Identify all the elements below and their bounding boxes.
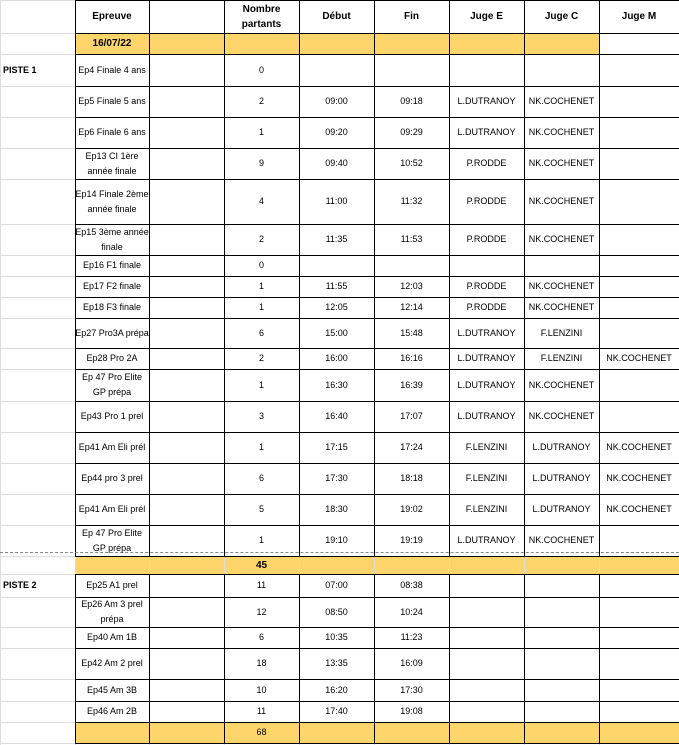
piste1-row-juge-c[interactable]: F.LENZINI (540, 327, 583, 338)
piste1-row-juge-e[interactable]: P.RODDE (466, 302, 507, 312)
piste1-row-juge-c[interactable]: NK.COCHENET (528, 196, 595, 206)
piste2-row-epreuve[interactable]: Ep46 Am 2B (86, 706, 138, 716)
header-epreuve[interactable]: Epreuve (92, 11, 132, 22)
piste2-row-juge-m[interactable] (599, 648, 679, 679)
piste1-row-juge-e[interactable]: L.DUTRANOY (457, 535, 516, 545)
piste2-row-debut[interactable]: 16:20 (325, 684, 348, 695)
piste1-row-juge-e[interactable]: L.DUTRANOY (457, 327, 516, 338)
piste2-row-partants[interactable]: 10 (256, 684, 267, 695)
piste2-row-fin[interactable]: 11:23 (400, 632, 423, 642)
piste1-row-fin[interactable]: 10:52 (400, 158, 423, 168)
piste2-row-juge-m[interactable] (599, 627, 679, 648)
piste1-row-epreuve[interactable]: Ep43 Pro 1 prel (80, 411, 144, 421)
piste1-row-juge-c[interactable]: F.LENZINI (540, 353, 583, 363)
grid-line (149, 0, 150, 556)
piste2-row-epreuve[interactable]: Ep45 Am 3B (86, 684, 138, 695)
piste2-row-juge-c[interactable] (524, 701, 599, 722)
piste1-row-partants[interactable]: 0 (258, 64, 264, 75)
piste1-row-fin[interactable]: 09:18 (400, 96, 423, 106)
date-cell[interactable]: 16/07/22 (92, 38, 132, 49)
piste2-row-juge-e[interactable] (449, 597, 524, 627)
piste1-row-partants[interactable]: 3 (258, 411, 264, 421)
piste2-row-debut[interactable]: 17:40 (325, 706, 348, 716)
piste1-row-debut[interactable]: 09:40 (325, 158, 348, 168)
piste1-row-epreuve[interactable]: Ep41 Am Eli prél (78, 504, 146, 514)
piste2-row-epreuve[interactable]: Ep25 A1 prel (86, 580, 138, 590)
piste1-row-fin[interactable]: 16:39 (400, 379, 423, 390)
piste1-row-epreuve[interactable]: Ep5 Finale 5 ans (78, 96, 146, 106)
piste1-row-fin[interactable]: 19:02 (400, 504, 423, 514)
piste2-row-juge-c[interactable] (524, 648, 599, 679)
piste1-row-juge-m[interactable] (599, 86, 679, 117)
piste1-row-juge-c[interactable]: NK.COCHENET (528, 535, 595, 545)
piste1-row-partants[interactable]: 1 (258, 379, 264, 390)
piste2-row-juge-m[interactable] (599, 597, 679, 627)
piste1-row-partants[interactable]: 1 (258, 442, 264, 452)
piste1-row-juge-m[interactable] (599, 179, 679, 224)
highlight-fill (75, 33, 599, 54)
piste2-row-juge-c[interactable] (524, 574, 599, 597)
header-nombre-partants[interactable]: Nombre partants (241, 3, 282, 30)
piste1-row-juge-e[interactable]: F.LENZINI (465, 504, 508, 514)
piste1-row-partants[interactable]: 2 (258, 353, 264, 363)
piste1-row-fin[interactable]: 12:14 (400, 302, 423, 312)
piste1-row-juge-m[interactable]: NK.COCHENET (606, 353, 672, 363)
piste1-row-juge-m[interactable] (599, 224, 679, 255)
grid-line (75, 722, 679, 723)
piste1-row-juge-m[interactable] (599, 369, 679, 401)
piste1-row-partants[interactable]: 1 (258, 302, 264, 312)
piste1-row-debut[interactable]: 09:20 (325, 127, 348, 137)
piste1-row-juge-c[interactable]: NK.COCHENET (528, 96, 595, 106)
piste1-row-partants[interactable]: 1 (258, 281, 264, 291)
grid-line (149, 574, 150, 743)
piste1-row-debut[interactable]: 11:00 (325, 196, 348, 206)
piste1-row-juge-m[interactable] (599, 255, 679, 276)
piste1-row-partants[interactable]: 2 (258, 234, 264, 244)
piste1-row-juge-m[interactable] (599, 401, 679, 432)
piste1-row-fin[interactable]: 17:24 (400, 442, 423, 452)
piste-2-label[interactable]: PISTE 2 (3, 580, 37, 590)
piste1-row-juge-m[interactable]: NK.COCHENET (606, 504, 672, 514)
piste2-row-partants[interactable]: 6 (258, 632, 264, 642)
piste1-row-juge-m[interactable]: NK.COCHENET (606, 442, 672, 452)
piste1-row-epreuve[interactable]: Ep6 Finale 6 ans (78, 127, 146, 137)
grid-line (75, 556, 679, 557)
piste1-row-juge-e[interactable]: L.DUTRANOY (457, 411, 516, 421)
header-debut[interactable]: Début (322, 11, 351, 22)
piste-1-total[interactable]: 45 (255, 559, 268, 571)
piste2-row-fin[interactable]: 17:30 (400, 684, 423, 695)
piste1-row-partants[interactable]: 6 (258, 327, 264, 338)
piste1-row-juge-c[interactable] (524, 54, 599, 86)
piste1-row-fin[interactable]: 11:32 (400, 196, 423, 206)
piste1-row-epreuve[interactable]: Ep18 F3 finale (82, 302, 142, 312)
grid-line (75, 743, 679, 744)
piste1-row-partants[interactable]: 9 (258, 158, 264, 168)
piste1-row-fin[interactable]: 16:16 (400, 353, 423, 363)
piste1-row-juge-c[interactable]: L.DUTRANOY (532, 504, 591, 514)
grid-line (75, 33, 679, 34)
header-juge-e[interactable]: Juge E (470, 11, 503, 22)
piste1-row-fin[interactable]: 09:29 (400, 127, 423, 137)
piste1-row-debut[interactable]: 15:00 (325, 327, 348, 338)
piste2-row-fin[interactable]: 10:24 (400, 606, 423, 617)
piste2-row-juge-e[interactable] (449, 627, 524, 648)
piste2-row-fin[interactable]: 19:08 (400, 706, 423, 716)
piste1-row-fin[interactable]: 15:48 (400, 327, 423, 338)
piste1-row-epreuve[interactable]: Ep14 Finale 2ème année finale (75, 188, 149, 214)
piste1-row-juge-c[interactable]: NK.COCHENET (528, 234, 595, 244)
piste2-row-juge-e[interactable] (449, 648, 524, 679)
piste2-row-partants[interactable]: 11 (256, 706, 267, 716)
piste1-row-fin[interactable] (374, 54, 449, 86)
piste1-row-juge-c[interactable]: NK.COCHENET (528, 411, 595, 421)
piste2-row-juge-c[interactable] (524, 597, 599, 627)
piste1-row-partants[interactable]: 1 (258, 535, 264, 545)
piste1-row-juge-e[interactable]: L.DUTRANOY (457, 379, 516, 390)
piste2-row-juge-e[interactable] (449, 574, 524, 597)
piste1-row-debut[interactable]: 18:30 (325, 504, 348, 514)
piste1-row-debut[interactable]: 11:55 (325, 281, 348, 291)
highlight-fill (75, 556, 679, 574)
piste1-row-epreuve[interactable]: Ep41 Am Eli prél (78, 442, 146, 452)
piste1-row-epreuve[interactable]: Ep28 Pro 2A (86, 353, 138, 363)
piste2-row-fin[interactable]: 08:38 (400, 580, 423, 590)
piste1-row-juge-m[interactable] (599, 297, 679, 318)
piste1-row-juge-m[interactable]: NK.COCHENET (606, 473, 672, 483)
piste1-row-epreuve[interactable]: Ep17 F2 finale (82, 281, 142, 291)
piste1-row-partants[interactable]: 0 (258, 260, 264, 270)
piste1-row-fin[interactable]: 12:03 (400, 281, 423, 291)
piste1-row-juge-m[interactable] (599, 148, 679, 179)
piste1-row-epreuve[interactable]: Ep 47 Pro Elite GP prépa (81, 372, 143, 397)
piste1-row-juge-c[interactable]: L.DUTRANOY (532, 473, 591, 483)
piste1-row-juge-c[interactable]: NK.COCHENET (528, 302, 595, 312)
piste1-row-epreuve[interactable]: Ep15 3ème année finale (75, 226, 149, 252)
piste1-row-partants[interactable]: 2 (258, 96, 264, 106)
piste1-row-juge-e[interactable]: P.RODDE (466, 281, 507, 291)
piste2-row-juge-e[interactable] (449, 679, 524, 701)
piste2-row-epreuve[interactable]: Ep40 Am 1B (86, 632, 138, 642)
piste1-row-debut[interactable] (299, 54, 374, 86)
piste1-row-juge-m[interactable] (599, 117, 679, 148)
piste2-row-juge-m[interactable] (599, 679, 679, 701)
piste1-row-fin[interactable]: 11:53 (400, 234, 423, 244)
piste1-row-juge-c[interactable]: L.DUTRANOY (532, 442, 591, 452)
piste2-row-juge-m[interactable] (599, 574, 679, 597)
piste1-row-partants[interactable]: 5 (258, 504, 264, 514)
piste1-row-fin[interactable]: 18:18 (400, 473, 423, 483)
piste2-row-partants[interactable]: 11 (256, 580, 267, 590)
piste1-row-debut[interactable]: 12:05 (325, 302, 348, 312)
piste1-row-epreuve[interactable]: Ep44 pro 3 prel (81, 473, 143, 483)
piste1-row-debut[interactable]: 19:10 (325, 535, 348, 545)
piste2-row-debut[interactable]: 08:50 (325, 606, 348, 617)
piste1-row-juge-e[interactable] (449, 255, 524, 276)
piste2-row-debut[interactable]: 07:00 (325, 580, 348, 590)
piste2-row-juge-e[interactable] (449, 701, 524, 722)
highlight-fill (75, 722, 679, 743)
piste1-row-juge-m[interactable] (599, 54, 679, 86)
piste1-row-debut[interactable]: 09:00 (325, 96, 348, 106)
piste2-row-juge-m[interactable] (599, 701, 679, 722)
piste1-row-fin[interactable]: 17:07 (400, 411, 423, 421)
piste1-row-epreuve[interactable]: Ep4 Finale 4 ans (78, 64, 146, 75)
piste2-row-partants[interactable]: 18 (256, 658, 267, 668)
piste1-row-debut[interactable] (299, 255, 374, 276)
piste1-row-fin[interactable]: 19:19 (400, 535, 423, 545)
piste2-row-juge-c[interactable] (524, 627, 599, 648)
piste1-row-epreuve[interactable]: Ep13 CI 1ère année finale (85, 150, 139, 176)
piste1-row-juge-e[interactable]: P.RODDE (466, 158, 507, 168)
piste1-row-debut[interactable]: 16:00 (325, 353, 348, 363)
piste-2-total[interactable]: 68 (256, 727, 267, 737)
piste1-row-partants[interactable]: 6 (258, 473, 264, 483)
piste1-row-juge-e[interactable]: P.RODDE (466, 196, 507, 206)
piste1-row-juge-c[interactable]: NK.COCHENET (528, 281, 595, 291)
piste2-row-debut[interactable]: 13:35 (325, 658, 348, 668)
piste2-row-partants[interactable]: 12 (256, 606, 267, 617)
piste2-row-juge-c[interactable] (524, 679, 599, 701)
piste1-row-juge-e[interactable]: L.DUTRANOY (457, 353, 516, 363)
piste2-row-debut[interactable]: 10:35 (325, 632, 348, 642)
piste2-row-epreuve[interactable]: Ep26 Am 3 prel prépa (81, 599, 143, 624)
piste1-row-juge-m[interactable] (599, 525, 679, 556)
piste1-row-juge-c[interactable]: NK.COCHENET (528, 127, 595, 137)
piste1-row-epreuve[interactable]: Ep16 F1 finale (82, 260, 142, 270)
piste1-row-juge-e[interactable]: P.RODDE (466, 234, 507, 244)
piste1-row-juge-e[interactable]: F.LENZINI (465, 442, 508, 452)
grid-line (0, 0, 1, 745)
piste1-row-epreuve[interactable]: Ep27 Pro3A prépa (75, 327, 149, 338)
piste1-row-juge-c[interactable]: NK.COCHENET (528, 158, 595, 168)
piste1-row-debut[interactable]: 11:35 (325, 234, 348, 244)
piste1-row-debut[interactable]: 17:15 (325, 442, 348, 452)
piste1-row-juge-m[interactable] (599, 276, 679, 297)
piste1-row-debut[interactable]: 16:30 (325, 379, 348, 390)
header-juge-m[interactable]: Juge M (621, 11, 657, 22)
piste1-row-fin[interactable] (374, 255, 449, 276)
piste-1-label[interactable]: PISTE 1 (3, 64, 37, 75)
piste2-row-epreuve[interactable]: Ep42 Am 2 prel (81, 658, 143, 668)
piste1-row-juge-c[interactable]: NK.COCHENET (528, 379, 595, 390)
header-juge-c[interactable]: Juge C (544, 11, 579, 22)
piste1-row-partants[interactable]: 1 (258, 127, 264, 137)
piste1-row-juge-e[interactable]: L.DUTRANOY (457, 96, 516, 106)
piste1-row-debut[interactable]: 17:30 (325, 473, 348, 483)
piste1-row-debut[interactable]: 16:40 (325, 411, 348, 421)
piste1-row-juge-e[interactable]: L.DUTRANOY (457, 127, 516, 137)
piste1-row-juge-c[interactable] (524, 255, 599, 276)
piste1-row-juge-e[interactable] (449, 54, 524, 86)
header-fin[interactable]: Fin (404, 11, 419, 22)
piste1-row-epreuve[interactable]: Ep 47 Pro Elite GP prépa (81, 527, 143, 553)
piste1-row-juge-e[interactable]: F.LENZINI (465, 473, 508, 483)
piste1-row-partants[interactable]: 4 (258, 196, 264, 206)
piste2-row-fin[interactable]: 16:09 (400, 658, 423, 668)
piste1-row-juge-m[interactable] (599, 318, 679, 348)
